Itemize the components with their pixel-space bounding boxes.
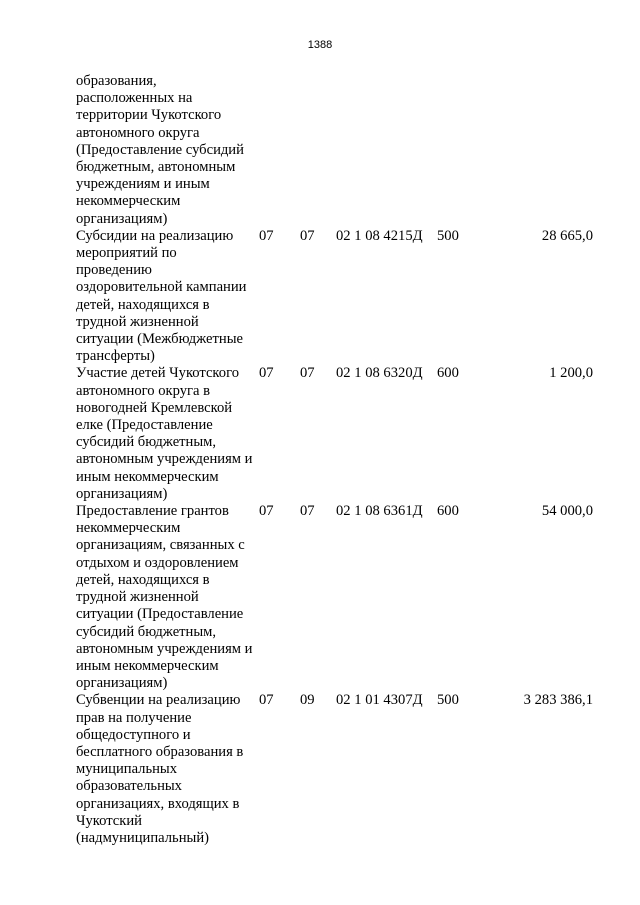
row-description: Субвенции на реализацию прав на получение общедоступного и бесплатного образования в муниципальных образовательных организациях, входящих в Чукотский (надмуниципальный) <box>76 692 244 846</box>
continuation-description: образования, расположенных на территории Чукотского автономного округа (Предоставление субсидий бюджетным, автономным учреждениям и иным некоммерческим организациям) <box>76 73 244 227</box>
row-section: 07 <box>259 503 274 520</box>
table-row <box>76 228 596 366</box>
row-section: 07 <box>259 692 274 709</box>
row-subsection: 09 <box>300 692 315 709</box>
row-expense-type: 500 <box>437 227 459 244</box>
row-amount: 54 000,0 <box>541 503 593 520</box>
row-amount: 1 200,0 <box>549 365 593 382</box>
row-section: 07 <box>259 365 274 382</box>
row-description: Участие детей Чукотского автономного округа в новогодней Кремлевской елке (Предоставление субсидий бюджетным, автономным учреждениям и иным некоммерческим организациям) <box>76 365 253 502</box>
row-amount: 3 283 386,1 <box>523 692 593 709</box>
table-row-continuation <box>76 73 596 228</box>
row-expense-type: 600 <box>437 503 459 520</box>
row-amount: 28 665,0 <box>541 227 593 244</box>
row-target-code: 02 1 01 4307Д <box>336 692 423 709</box>
table-row <box>76 365 596 503</box>
row-target-code: 02 1 08 6361Д <box>336 503 423 520</box>
table-row <box>76 692 596 847</box>
row-subsection: 07 <box>300 503 315 520</box>
row-expense-type: 600 <box>437 365 459 382</box>
row-section: 07 <box>259 227 274 244</box>
budget-table <box>76 73 596 847</box>
table-row <box>76 503 596 692</box>
row-description: Предоставление грантов некоммерческим организациям, связанных с отдыхом и оздоровлением детей, находящихся в трудной жизненной ситуации (Предоставление субсидий бюджетным, автономным учреждениям и иным некоммерческим организациям) <box>76 503 253 692</box>
row-target-code: 02 1 08 4215Д <box>336 227 423 244</box>
row-expense-type: 500 <box>437 692 459 709</box>
row-subsection: 07 <box>300 227 315 244</box>
row-description: Субсидии на реализацию мероприятий по проведению оздоровительной кампании детей, находящихся в трудной жизненной ситуации (Межбюджетные трансферты) <box>76 227 247 365</box>
page-number: 1388 <box>307 39 333 51</box>
row-subsection: 07 <box>300 365 315 382</box>
row-target-code: 02 1 08 6320Д <box>336 365 423 382</box>
